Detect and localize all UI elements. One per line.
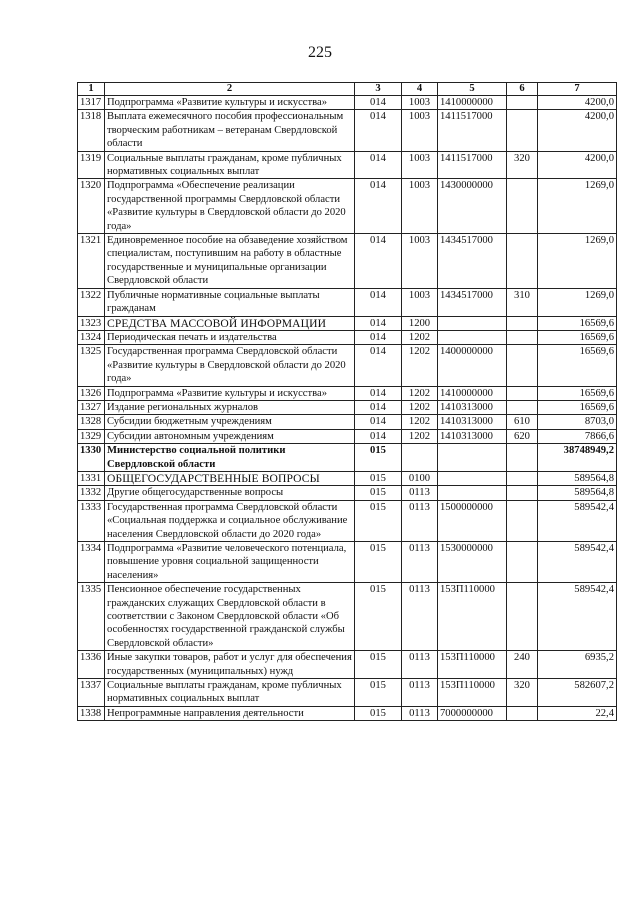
row-name: Непрограммные направления деятельности <box>105 706 355 720</box>
target-article-code <box>438 330 507 344</box>
column-header: 4 <box>402 83 438 96</box>
column-header: 5 <box>438 83 507 96</box>
row-number: 1326 <box>78 386 105 400</box>
section-code: 0113 <box>402 679 438 707</box>
section-code: 1202 <box>402 429 438 443</box>
expense-type-code: 610 <box>507 415 538 429</box>
table-row <box>78 316 617 330</box>
target-article-code: 1434517000 <box>438 288 507 316</box>
row-number: 1331 <box>78 471 105 485</box>
section-code: 0113 <box>402 486 438 500</box>
row-number: 1332 <box>78 486 105 500</box>
column-header: 2 <box>105 83 355 96</box>
amount: 589542,4 <box>538 542 617 583</box>
amount: 16569,6 <box>538 345 617 386</box>
expense-type-code <box>507 486 538 500</box>
target-article-code: 1411517000 <box>438 151 507 179</box>
row-number: 1327 <box>78 400 105 414</box>
table-row <box>78 400 617 414</box>
target-article-code: 1410000000 <box>438 386 507 400</box>
table-row <box>78 330 617 344</box>
target-article-code: 153П110000 <box>438 651 507 679</box>
expense-type-code <box>507 583 538 651</box>
ministry-code: 015 <box>355 444 402 472</box>
table-row <box>78 179 617 234</box>
page-number: 225 <box>308 44 332 61</box>
expense-type-code: 620 <box>507 429 538 443</box>
amount: 16569,6 <box>538 316 617 330</box>
row-name: Другие общегосударственные вопросы <box>105 486 355 500</box>
expense-type-code <box>507 706 538 720</box>
row-name: Субсидии бюджетным учреждениям <box>105 415 355 429</box>
ministry-code: 015 <box>355 706 402 720</box>
target-article-code: 1500000000 <box>438 500 507 541</box>
row-name: Выплата ежемесячного пособия профессиональным творческим работникам – ветеранам Свердловской области <box>105 110 355 151</box>
row-number: 1335 <box>78 583 105 651</box>
amount: 4200,0 <box>538 110 617 151</box>
row-number: 1318 <box>78 110 105 151</box>
expense-type-code <box>507 400 538 414</box>
amount: 4200,0 <box>538 96 617 110</box>
row-name: Подпрограмма «Развитие культуры и искусства» <box>105 386 355 400</box>
section-code: 0100 <box>402 471 438 485</box>
target-article-code: 1410313000 <box>438 429 507 443</box>
target-article-code <box>438 471 507 485</box>
budget-table <box>77 82 617 721</box>
target-article-code: 1400000000 <box>438 345 507 386</box>
table-row <box>78 583 617 651</box>
row-name: Социальные выплаты гражданам, кроме публичных нормативных социальных выплат <box>105 679 355 707</box>
ministry-code: 015 <box>355 651 402 679</box>
table-row <box>78 471 617 485</box>
table-row <box>78 651 617 679</box>
row-number: 1317 <box>78 96 105 110</box>
row-name: Социальные выплаты гражданам, кроме публичных нормативных социальных выплат <box>105 151 355 179</box>
table-row <box>78 429 617 443</box>
table-header-row <box>78 83 617 96</box>
table-row <box>78 345 617 386</box>
amount: 582607,2 <box>538 679 617 707</box>
row-name: ОБЩЕГОСУДАРСТВЕННЫЕ ВОПРОСЫ <box>105 471 355 485</box>
ministry-code: 015 <box>355 486 402 500</box>
row-name: Подпрограмма «Развитие культуры и искусства» <box>105 96 355 110</box>
table-body <box>78 96 617 721</box>
table-row <box>78 386 617 400</box>
amount: 589564,8 <box>538 486 617 500</box>
section-code: 0113 <box>402 651 438 679</box>
table-row <box>78 151 617 179</box>
ministry-code: 014 <box>355 345 402 386</box>
ministry-code: 015 <box>355 583 402 651</box>
table-row <box>78 706 617 720</box>
amount: 6935,2 <box>538 651 617 679</box>
ministry-code: 014 <box>355 400 402 414</box>
amount: 16569,6 <box>538 400 617 414</box>
amount: 4200,0 <box>538 151 617 179</box>
expense-type-code: 240 <box>507 651 538 679</box>
ministry-code: 015 <box>355 500 402 541</box>
expense-type-code <box>507 234 538 289</box>
expense-type-code <box>507 345 538 386</box>
section-code: 0113 <box>402 706 438 720</box>
row-name: Пенсионное обеспечение государственных гражданских служащих Свердловской области в соответствии с Законом Свердловской области «Об особенностях государственной гражданской службы Свердловской области» <box>105 583 355 651</box>
section-code: 1202 <box>402 345 438 386</box>
section-code: 1202 <box>402 330 438 344</box>
row-name: Публичные нормативные социальные выплаты гражданам <box>105 288 355 316</box>
amount: 8703,0 <box>538 415 617 429</box>
expense-type-code <box>507 386 538 400</box>
expense-type-code: 310 <box>507 288 538 316</box>
expense-type-code: 320 <box>507 151 538 179</box>
ministry-code: 014 <box>355 96 402 110</box>
target-article-code <box>438 316 507 330</box>
column-header: 7 <box>538 83 617 96</box>
table-row <box>78 542 617 583</box>
row-name: Издание региональных журналов <box>105 400 355 414</box>
ministry-code: 014 <box>355 234 402 289</box>
section-code <box>402 444 438 472</box>
target-article-code: 1410313000 <box>438 415 507 429</box>
amount: 38748949,2 <box>538 444 617 472</box>
target-article-code: 1411517000 <box>438 110 507 151</box>
section-code: 1200 <box>402 316 438 330</box>
ministry-code: 014 <box>355 288 402 316</box>
target-article-code: 153П110000 <box>438 583 507 651</box>
table-row <box>78 679 617 707</box>
expense-type-code <box>507 471 538 485</box>
table-row <box>78 444 617 472</box>
section-code: 1202 <box>402 400 438 414</box>
row-name: Периодическая печать и издательства <box>105 330 355 344</box>
target-article-code: 153П110000 <box>438 679 507 707</box>
amount: 1269,0 <box>538 179 617 234</box>
table-row <box>78 110 617 151</box>
row-number: 1322 <box>78 288 105 316</box>
amount: 589542,4 <box>538 500 617 541</box>
row-number: 1321 <box>78 234 105 289</box>
row-name: Единовременное пособие на обзаведение хозяйством специалистам, поступившим на работу в областные государственные и муниципальные организации Свердловской области <box>105 234 355 289</box>
expense-type-code <box>507 444 538 472</box>
row-name: СРЕДСТВА МАССОВОЙ ИНФОРМАЦИИ <box>105 316 355 330</box>
section-code: 0113 <box>402 583 438 651</box>
row-number: 1334 <box>78 542 105 583</box>
target-article-code: 7000000000 <box>438 706 507 720</box>
ministry-code: 014 <box>355 151 402 179</box>
expense-type-code: 320 <box>507 679 538 707</box>
amount: 7866,6 <box>538 429 617 443</box>
table-row <box>78 415 617 429</box>
target-article-code: 1410313000 <box>438 400 507 414</box>
column-header: 3 <box>355 83 402 96</box>
section-code: 1003 <box>402 234 438 289</box>
amount: 1269,0 <box>538 234 617 289</box>
table-row <box>78 234 617 289</box>
section-code: 0113 <box>402 542 438 583</box>
expense-type-code <box>507 179 538 234</box>
table-row <box>78 96 617 110</box>
row-name: Государственная программа Свердловской области «Развитие культуры в Свердловской области до 2020 года» <box>105 345 355 386</box>
row-number: 1319 <box>78 151 105 179</box>
column-header: 6 <box>507 83 538 96</box>
row-number: 1329 <box>78 429 105 443</box>
ministry-code: 014 <box>355 415 402 429</box>
expense-type-code <box>507 316 538 330</box>
ministry-code: 014 <box>355 330 402 344</box>
row-number: 1323 <box>78 316 105 330</box>
section-code: 1003 <box>402 110 438 151</box>
table-row <box>78 288 617 316</box>
expense-type-code <box>507 96 538 110</box>
expense-type-code <box>507 542 538 583</box>
section-code: 1202 <box>402 386 438 400</box>
amount: 16569,6 <box>538 330 617 344</box>
ministry-code: 014 <box>355 110 402 151</box>
target-article-code: 1430000000 <box>438 179 507 234</box>
row-name: Государственная программа Свердловской области «Социальная поддержка и социальное обслуживание населения Свердловской области до 2020 года» <box>105 500 355 541</box>
expense-type-code <box>507 330 538 344</box>
row-name: Субсидии автономным учреждениям <box>105 429 355 443</box>
table-row <box>78 500 617 541</box>
amount: 589564,8 <box>538 471 617 485</box>
column-header: 1 <box>78 83 105 96</box>
row-number: 1338 <box>78 706 105 720</box>
amount: 22,4 <box>538 706 617 720</box>
row-number: 1336 <box>78 651 105 679</box>
section-code: 1003 <box>402 96 438 110</box>
expense-type-code <box>507 110 538 151</box>
target-article-code <box>438 444 507 472</box>
target-article-code: 1530000000 <box>438 542 507 583</box>
ministry-code: 014 <box>355 386 402 400</box>
expense-type-code <box>507 500 538 541</box>
amount: 1269,0 <box>538 288 617 316</box>
target-article-code: 1410000000 <box>438 96 507 110</box>
section-code: 1003 <box>402 151 438 179</box>
ministry-code: 014 <box>355 316 402 330</box>
table-row <box>78 486 617 500</box>
row-name: Подпрограмма «Обеспечение реализации государственной программы Свердловской области «Развитие культуры в Свердловской области до 2020 года» <box>105 179 355 234</box>
row-name: Подпрограмма «Развитие человеческого потенциала, повышение уровня социальной защищенности населения» <box>105 542 355 583</box>
ministry-code: 014 <box>355 429 402 443</box>
row-number: 1328 <box>78 415 105 429</box>
ministry-code: 014 <box>355 179 402 234</box>
target-article-code: 1434517000 <box>438 234 507 289</box>
row-number: 1330 <box>78 444 105 472</box>
row-number: 1325 <box>78 345 105 386</box>
row-number: 1337 <box>78 679 105 707</box>
section-code: 1003 <box>402 179 438 234</box>
row-number: 1333 <box>78 500 105 541</box>
ministry-code: 015 <box>355 471 402 485</box>
target-article-code <box>438 486 507 500</box>
section-code: 1003 <box>402 288 438 316</box>
row-name: Иные закупки товаров, работ и услуг для обеспечения государственных (муниципальных) нужд <box>105 651 355 679</box>
ministry-code: 015 <box>355 679 402 707</box>
row-number: 1320 <box>78 179 105 234</box>
row-name: Министерство социальной политики Свердловской области <box>105 444 355 472</box>
amount: 16569,6 <box>538 386 617 400</box>
row-number: 1324 <box>78 330 105 344</box>
section-code: 1202 <box>402 415 438 429</box>
ministry-code: 015 <box>355 542 402 583</box>
section-code: 0113 <box>402 500 438 541</box>
amount: 589542,4 <box>538 583 617 651</box>
